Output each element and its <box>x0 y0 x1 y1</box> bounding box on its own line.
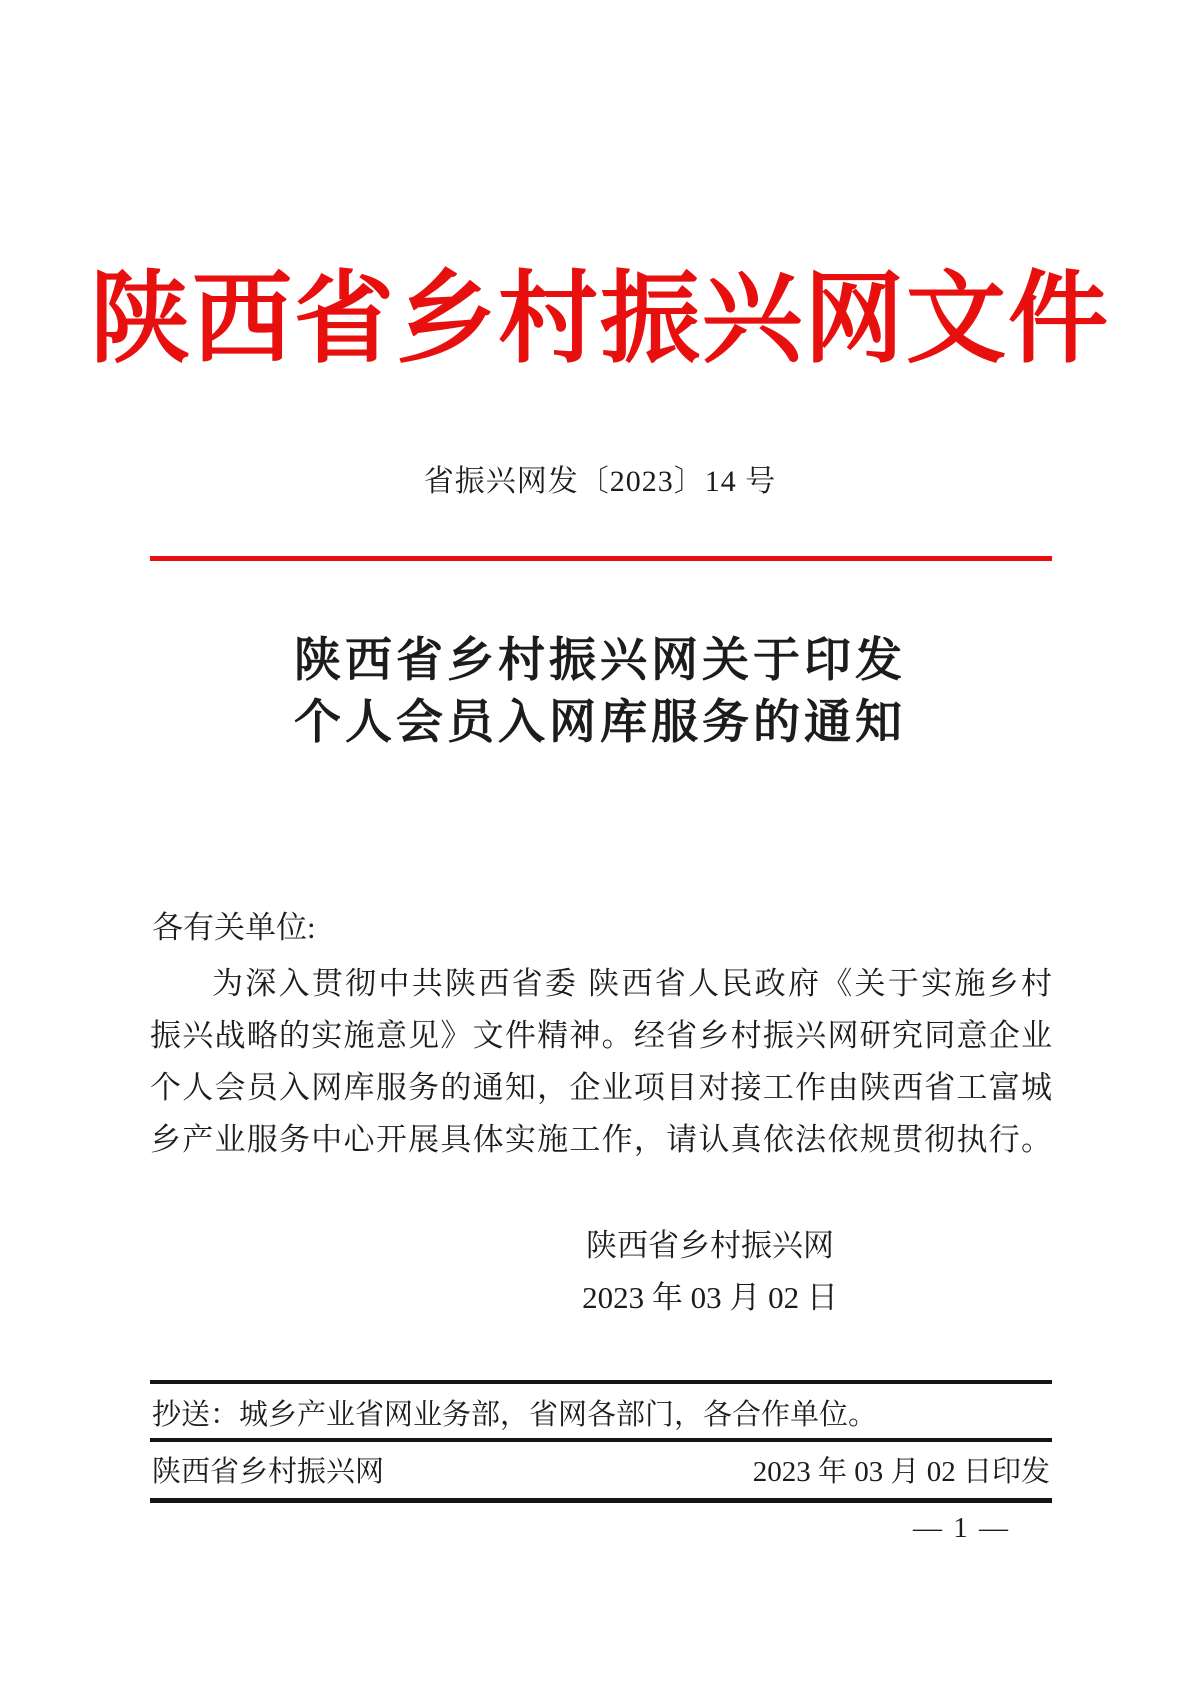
signature-block <box>450 1220 970 1324</box>
printer-org: 陕西省乡村振兴网 <box>152 1456 385 1488</box>
document-title-line1: 陕西省乡村振兴网关于印发 <box>294 635 906 687</box>
footer-divider-middle <box>150 1438 1052 1442</box>
document-title-line2: 个人会员入网库服务的通知 <box>294 697 906 749</box>
document-title <box>0 630 1200 754</box>
letterhead-banner: 陕西省乡村振兴网文件 <box>90 264 1110 375</box>
paragraph-line: 为深入贯彻中共陕西省委 陕西省人民政府《关于实施乡村 <box>212 966 1052 1001</box>
printer-row <box>152 1452 1050 1492</box>
salutation: 各有关单位: <box>152 910 316 945</box>
signature-org: 陕西省乡村振兴网 <box>586 1228 834 1263</box>
cc-line: 抄送：城乡产业省网业务部，省网各部门，各合作单位。 <box>152 1399 878 1431</box>
body-paragraph <box>150 958 1052 1166</box>
signature-date: 2023 年 03 月 02 日 <box>582 1280 838 1315</box>
page-number: — 1 — <box>913 1512 1010 1544</box>
paragraph-line: 个人会员入网库服务的通知，企业项目对接工作由陕西省工富城 <box>150 1070 1052 1105</box>
paragraph-line: 振兴战略的实施意见》文件精神。经省乡村振兴网研究同意企业 <box>150 1018 1052 1053</box>
red-divider <box>150 556 1052 561</box>
printer-date: 2023 年 03 月 02 日印发 <box>752 1456 1050 1488</box>
footer-divider-top <box>150 1380 1052 1384</box>
document-number: 省振兴网发〔2023〕14 号 <box>423 465 777 498</box>
paragraph-line: 乡产业服务中心开展具体实施工作，请认真依法依规贯彻执行。 <box>150 1122 1052 1157</box>
footer-divider-bottom <box>150 1498 1052 1503</box>
